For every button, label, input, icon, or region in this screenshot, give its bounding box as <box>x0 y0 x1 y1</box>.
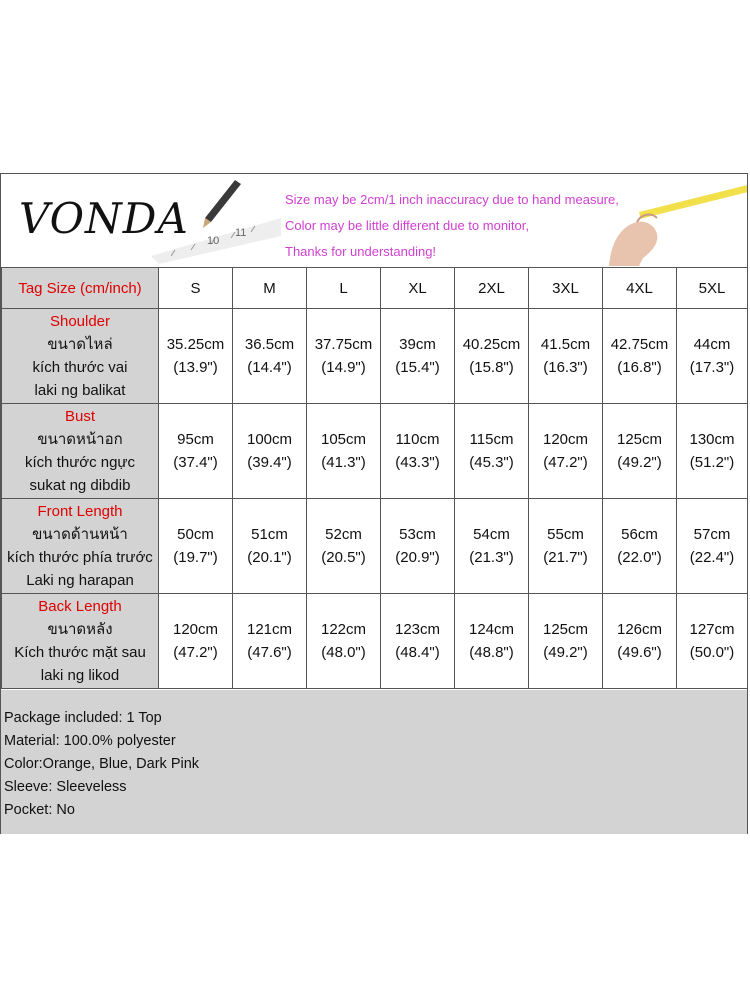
table-cell: 55cm (21.7") <box>529 499 603 594</box>
size-header: XL <box>381 268 455 309</box>
table-cell: 35.25cm (13.9") <box>159 309 233 404</box>
table-cell: 42.75cm (16.8") <box>603 309 677 404</box>
table-cell: 121cm (47.6") <box>233 594 307 689</box>
table-cell: 130cm (51.2") <box>677 404 748 499</box>
row-fil: Laki ng harapan <box>26 572 134 589</box>
table-cell: 51cm (20.1") <box>233 499 307 594</box>
table-cell: 125cm (49.2") <box>529 594 603 689</box>
table-cell: 122cm (48.0") <box>307 594 381 689</box>
detail-line: Pocket: No <box>4 802 75 818</box>
row-thai: ขนาดด้านหน้า <box>32 526 128 543</box>
row-thai: ขนาดหลัง <box>47 621 113 638</box>
svg-text:11: 11 <box>235 227 247 239</box>
table-cell: 123cm (48.4") <box>381 594 455 689</box>
measurement-row-bust <box>2 404 748 499</box>
row-thai: ขนาดไหล่ <box>47 336 113 353</box>
row-fil: laki ng balikat <box>34 382 126 399</box>
table-cell: 124cm (48.8") <box>455 594 529 689</box>
detail-line: Package included: 1 Top <box>4 710 162 726</box>
table-cell: 36.5cm (14.4") <box>233 309 307 404</box>
row-title: Shoulder <box>49 313 111 330</box>
table-cell: 56cm (22.0") <box>603 499 677 594</box>
table-cell: 41.5cm (16.3") <box>529 309 603 404</box>
table-cell: 127cm (50.0") <box>677 594 748 689</box>
table-cell: 44cm (17.3") <box>677 309 748 404</box>
table-cell: 53cm (20.9") <box>381 499 455 594</box>
banner-notes <box>285 187 619 265</box>
note-line: Thanks for understanding! <box>285 244 437 259</box>
size-header: S <box>159 268 233 309</box>
table-cell: 126cm (49.6") <box>603 594 677 689</box>
brand-logo: VONDA <box>19 194 189 243</box>
row-title: Bust <box>64 408 95 425</box>
table-cell: 54cm (21.3") <box>455 499 529 594</box>
table-cell: 40.25cm (15.8") <box>455 309 529 404</box>
table-cell: 125cm (49.2") <box>603 404 677 499</box>
table-cell: 100cm (39.4") <box>233 404 307 499</box>
banner <box>1 174 747 268</box>
table-cell: 95cm (37.4") <box>159 404 233 499</box>
size-table <box>1 267 748 689</box>
table-cell: 39cm (15.4") <box>381 309 455 404</box>
measurement-row-shoulder <box>2 309 748 404</box>
table-cell: 120cm (47.2") <box>529 404 603 499</box>
table-cell: 52cm (20.5") <box>307 499 381 594</box>
table-cell: 115cm (45.3") <box>455 404 529 499</box>
row-label <box>2 499 159 594</box>
detail-line: Sleeve: Sleeveless <box>4 779 127 795</box>
row-viet: Kích thước mặt sau <box>14 644 146 661</box>
pencil-ruler-illustration <box>151 178 281 264</box>
size-header-row <box>2 268 748 309</box>
row-label <box>2 594 159 689</box>
row-fil: sukat ng dibdib <box>29 477 131 494</box>
row-label <box>2 309 159 404</box>
hand-measuring-tape-illustration <box>599 182 747 266</box>
svg-text:10: 10 <box>207 235 220 247</box>
table-cell: 105cm (41.3") <box>307 404 381 499</box>
size-header: L <box>307 268 381 309</box>
row-title: Front Length <box>37 503 123 520</box>
table-cell: 120cm (47.2") <box>159 594 233 689</box>
row-title: Back Length <box>38 598 122 615</box>
measurement-row-front-length <box>2 499 748 594</box>
note-line: Color may be little different due to monitor, <box>285 218 529 233</box>
row-label <box>2 404 159 499</box>
row-viet: kích thước phía trước <box>7 549 153 566</box>
size-chart-sheet <box>0 173 748 834</box>
row-viet: kích thước vai <box>32 359 128 376</box>
size-header: 2XL <box>455 268 529 309</box>
size-header: 4XL <box>603 268 677 309</box>
measurement-row-back-length <box>2 594 748 689</box>
note-line: Size may be 2cm/1 inch inaccuracy due to hand measure, <box>285 192 619 207</box>
row-viet: kích thước ngực <box>25 454 135 471</box>
size-header: M <box>233 268 307 309</box>
size-header: 3XL <box>529 268 603 309</box>
size-header: 5XL <box>677 268 748 309</box>
detail-line: Material: 100.0% polyester <box>4 733 176 749</box>
product-details <box>1 690 747 834</box>
table-cell: 110cm (43.3") <box>381 404 455 499</box>
detail-line: Color:Orange, Blue, Dark Pink <box>4 756 200 772</box>
table-cell: 37.75cm (14.9") <box>307 309 381 404</box>
table-cell: 50cm (19.7") <box>159 499 233 594</box>
table-cell: 57cm (22.4") <box>677 499 748 594</box>
row-fil: laki ng likod <box>40 667 120 684</box>
row-thai: ขนาดหน้าอก <box>37 431 123 448</box>
corner-label: Tag Size (cm/inch) <box>2 268 159 309</box>
